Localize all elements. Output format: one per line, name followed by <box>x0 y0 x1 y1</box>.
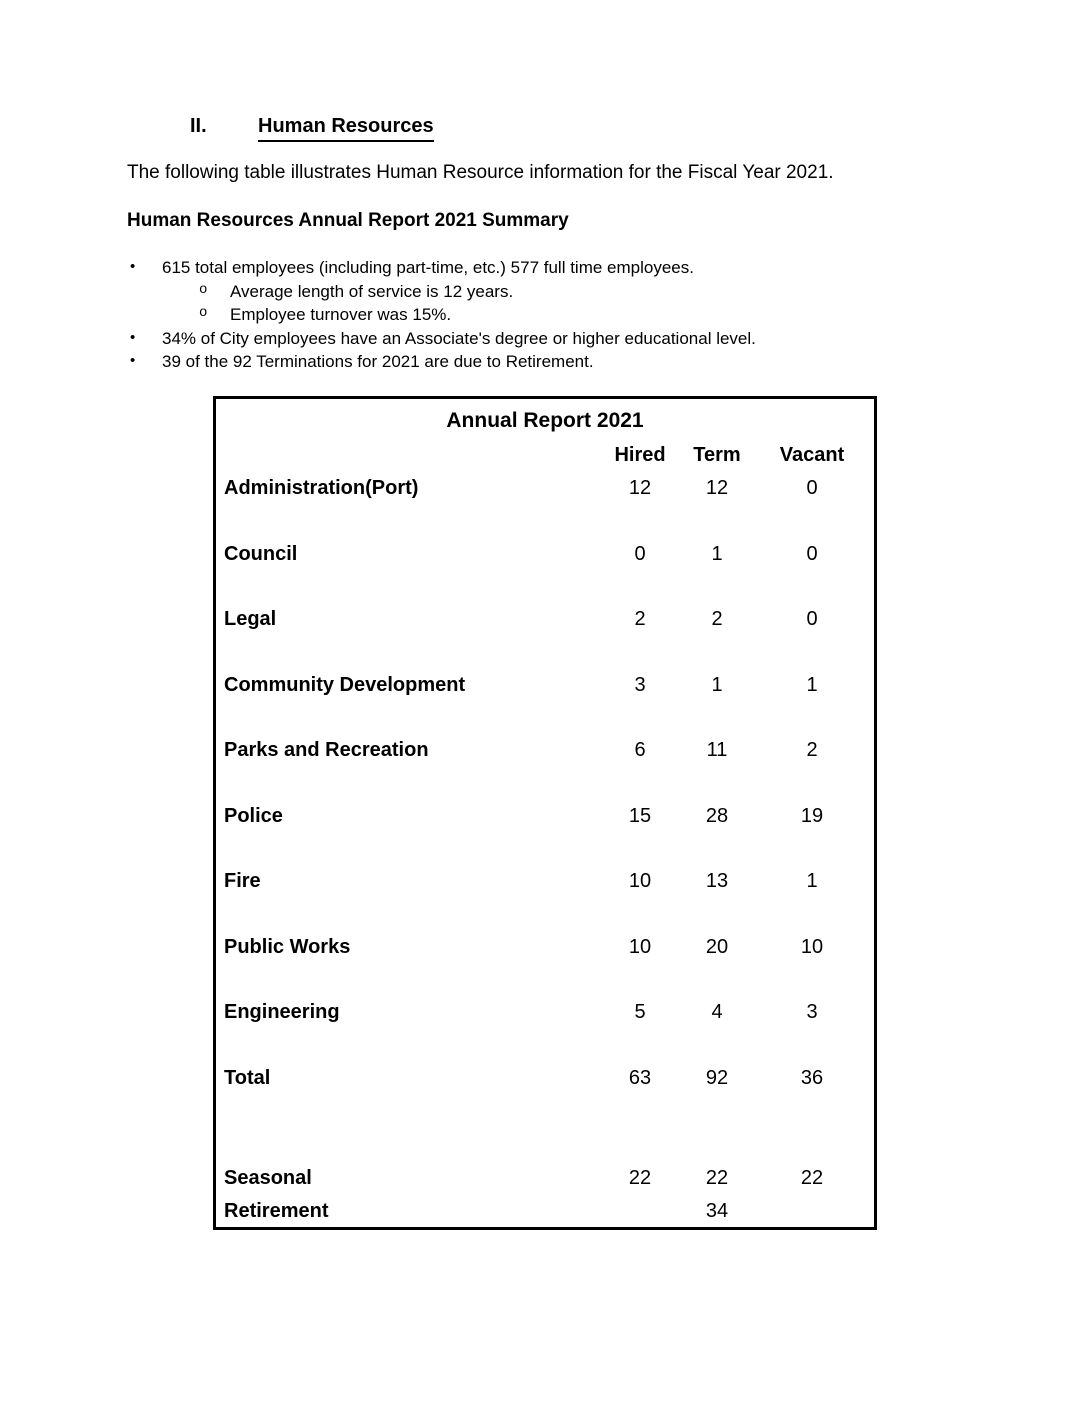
bullet-text: Average length of service is 12 years. <box>230 281 514 301</box>
annual-report-table <box>213 396 877 1230</box>
table-row <box>216 804 874 870</box>
cell-hired: 2 <box>634 608 646 630</box>
bullet-text: 615 total employees (including part-time, etc.) 577 full time employees. <box>162 258 694 277</box>
table-row-total <box>216 1066 874 1132</box>
row-label: Legal <box>224 608 277 630</box>
cell-hired: 10 <box>628 935 652 958</box>
bullet-dot-icon: • <box>130 258 136 275</box>
cell-hired: 5 <box>634 1001 646 1023</box>
table-row-retirement <box>216 1199 874 1223</box>
cell-term: 22 <box>705 1167 729 1189</box>
bullet-dot-icon: • <box>130 352 136 369</box>
table-row <box>216 869 874 935</box>
cell-term: 2 <box>711 608 723 630</box>
table-row-seasonal <box>216 1166 874 1190</box>
cell-vacant: 22 <box>800 1167 824 1189</box>
table-row <box>216 607 874 673</box>
cell-hired: 15 <box>628 804 652 827</box>
cell-vacant: 1 <box>806 673 818 696</box>
cell-vacant: 19 <box>800 804 824 827</box>
bullet-text: 39 of the 92 Terminations for 2021 are due to Retirement. <box>162 352 594 371</box>
cell-vacant: 3 <box>806 1001 818 1023</box>
column-header-blank <box>216 443 598 467</box>
table-row <box>216 673 874 739</box>
bullet-text: 34% of City employees have an Associate's degree or higher educational level. <box>162 328 756 348</box>
column-header-hired: Hired <box>614 444 666 466</box>
cell-vacant: 0 <box>806 608 818 630</box>
cell-term: 1 <box>711 673 723 696</box>
row-label: Retirement <box>224 1200 329 1222</box>
cell-hired: 10 <box>628 870 652 892</box>
cell-term: 1 <box>711 542 723 565</box>
row-label: Community Development <box>224 673 466 696</box>
column-header-vacant: Vacant <box>779 444 845 466</box>
table-title: Annual Report 2021 <box>446 409 644 432</box>
row-label: Public Works <box>224 935 351 958</box>
intro-paragraph: The following table illustrates Human Resource information for the Fiscal Year 2021. <box>127 162 834 183</box>
cell-hired: 0 <box>634 542 646 565</box>
bullet-dot-icon: • <box>130 328 136 346</box>
table-row <box>216 542 874 608</box>
row-label: Police <box>224 804 283 827</box>
cell-term: 28 <box>705 804 729 827</box>
cell-hired: 22 <box>628 1167 652 1189</box>
cell-vacant: 36 <box>800 1066 824 1089</box>
cell-term: 13 <box>705 870 729 892</box>
summary-heading: Human Resources Annual Report 2021 Summary <box>127 210 569 231</box>
cell-vacant <box>752 1199 872 1223</box>
row-label: Council <box>224 542 298 565</box>
cell-vacant: 0 <box>806 542 818 565</box>
cell-term: 92 <box>705 1066 729 1089</box>
section-heading <box>0 115 1088 139</box>
section-number: II. <box>190 115 207 137</box>
row-label: Total <box>224 1066 271 1089</box>
row-label: Administration(Port) <box>224 477 419 499</box>
column-header-term: Term <box>693 444 741 466</box>
table-row <box>216 935 874 1001</box>
cell-vacant: 0 <box>806 477 818 499</box>
cell-hired <box>598 1199 682 1223</box>
table-row <box>216 1000 874 1066</box>
bullet-circle-icon: o <box>199 281 208 298</box>
row-label: Parks and Recreation <box>224 739 429 761</box>
row-label: Seasonal <box>224 1167 312 1189</box>
table-row <box>216 476 874 542</box>
cell-hired: 63 <box>628 1066 652 1089</box>
cell-hired: 12 <box>628 477 652 499</box>
bullet-circle-icon: o <box>199 305 208 321</box>
table-row <box>216 738 874 804</box>
cell-hired: 6 <box>634 739 646 761</box>
cell-term: 34 <box>705 1200 729 1222</box>
cell-vacant: 1 <box>806 870 818 892</box>
cell-term: 12 <box>705 477 729 499</box>
section-title: Human Resources <box>258 115 434 142</box>
table-body <box>216 476 874 1223</box>
cell-hired: 3 <box>634 673 646 696</box>
row-label: Fire <box>224 870 261 892</box>
table-header-row <box>216 443 874 467</box>
row-label: Engineering <box>224 1001 340 1023</box>
cell-term: 11 <box>706 739 728 761</box>
cell-vacant: 10 <box>800 935 824 958</box>
cell-vacant: 2 <box>806 739 818 761</box>
cell-term: 20 <box>705 935 729 958</box>
bullet-text: Employee turnover was 15%. <box>230 305 452 324</box>
cell-term: 4 <box>711 1001 723 1023</box>
